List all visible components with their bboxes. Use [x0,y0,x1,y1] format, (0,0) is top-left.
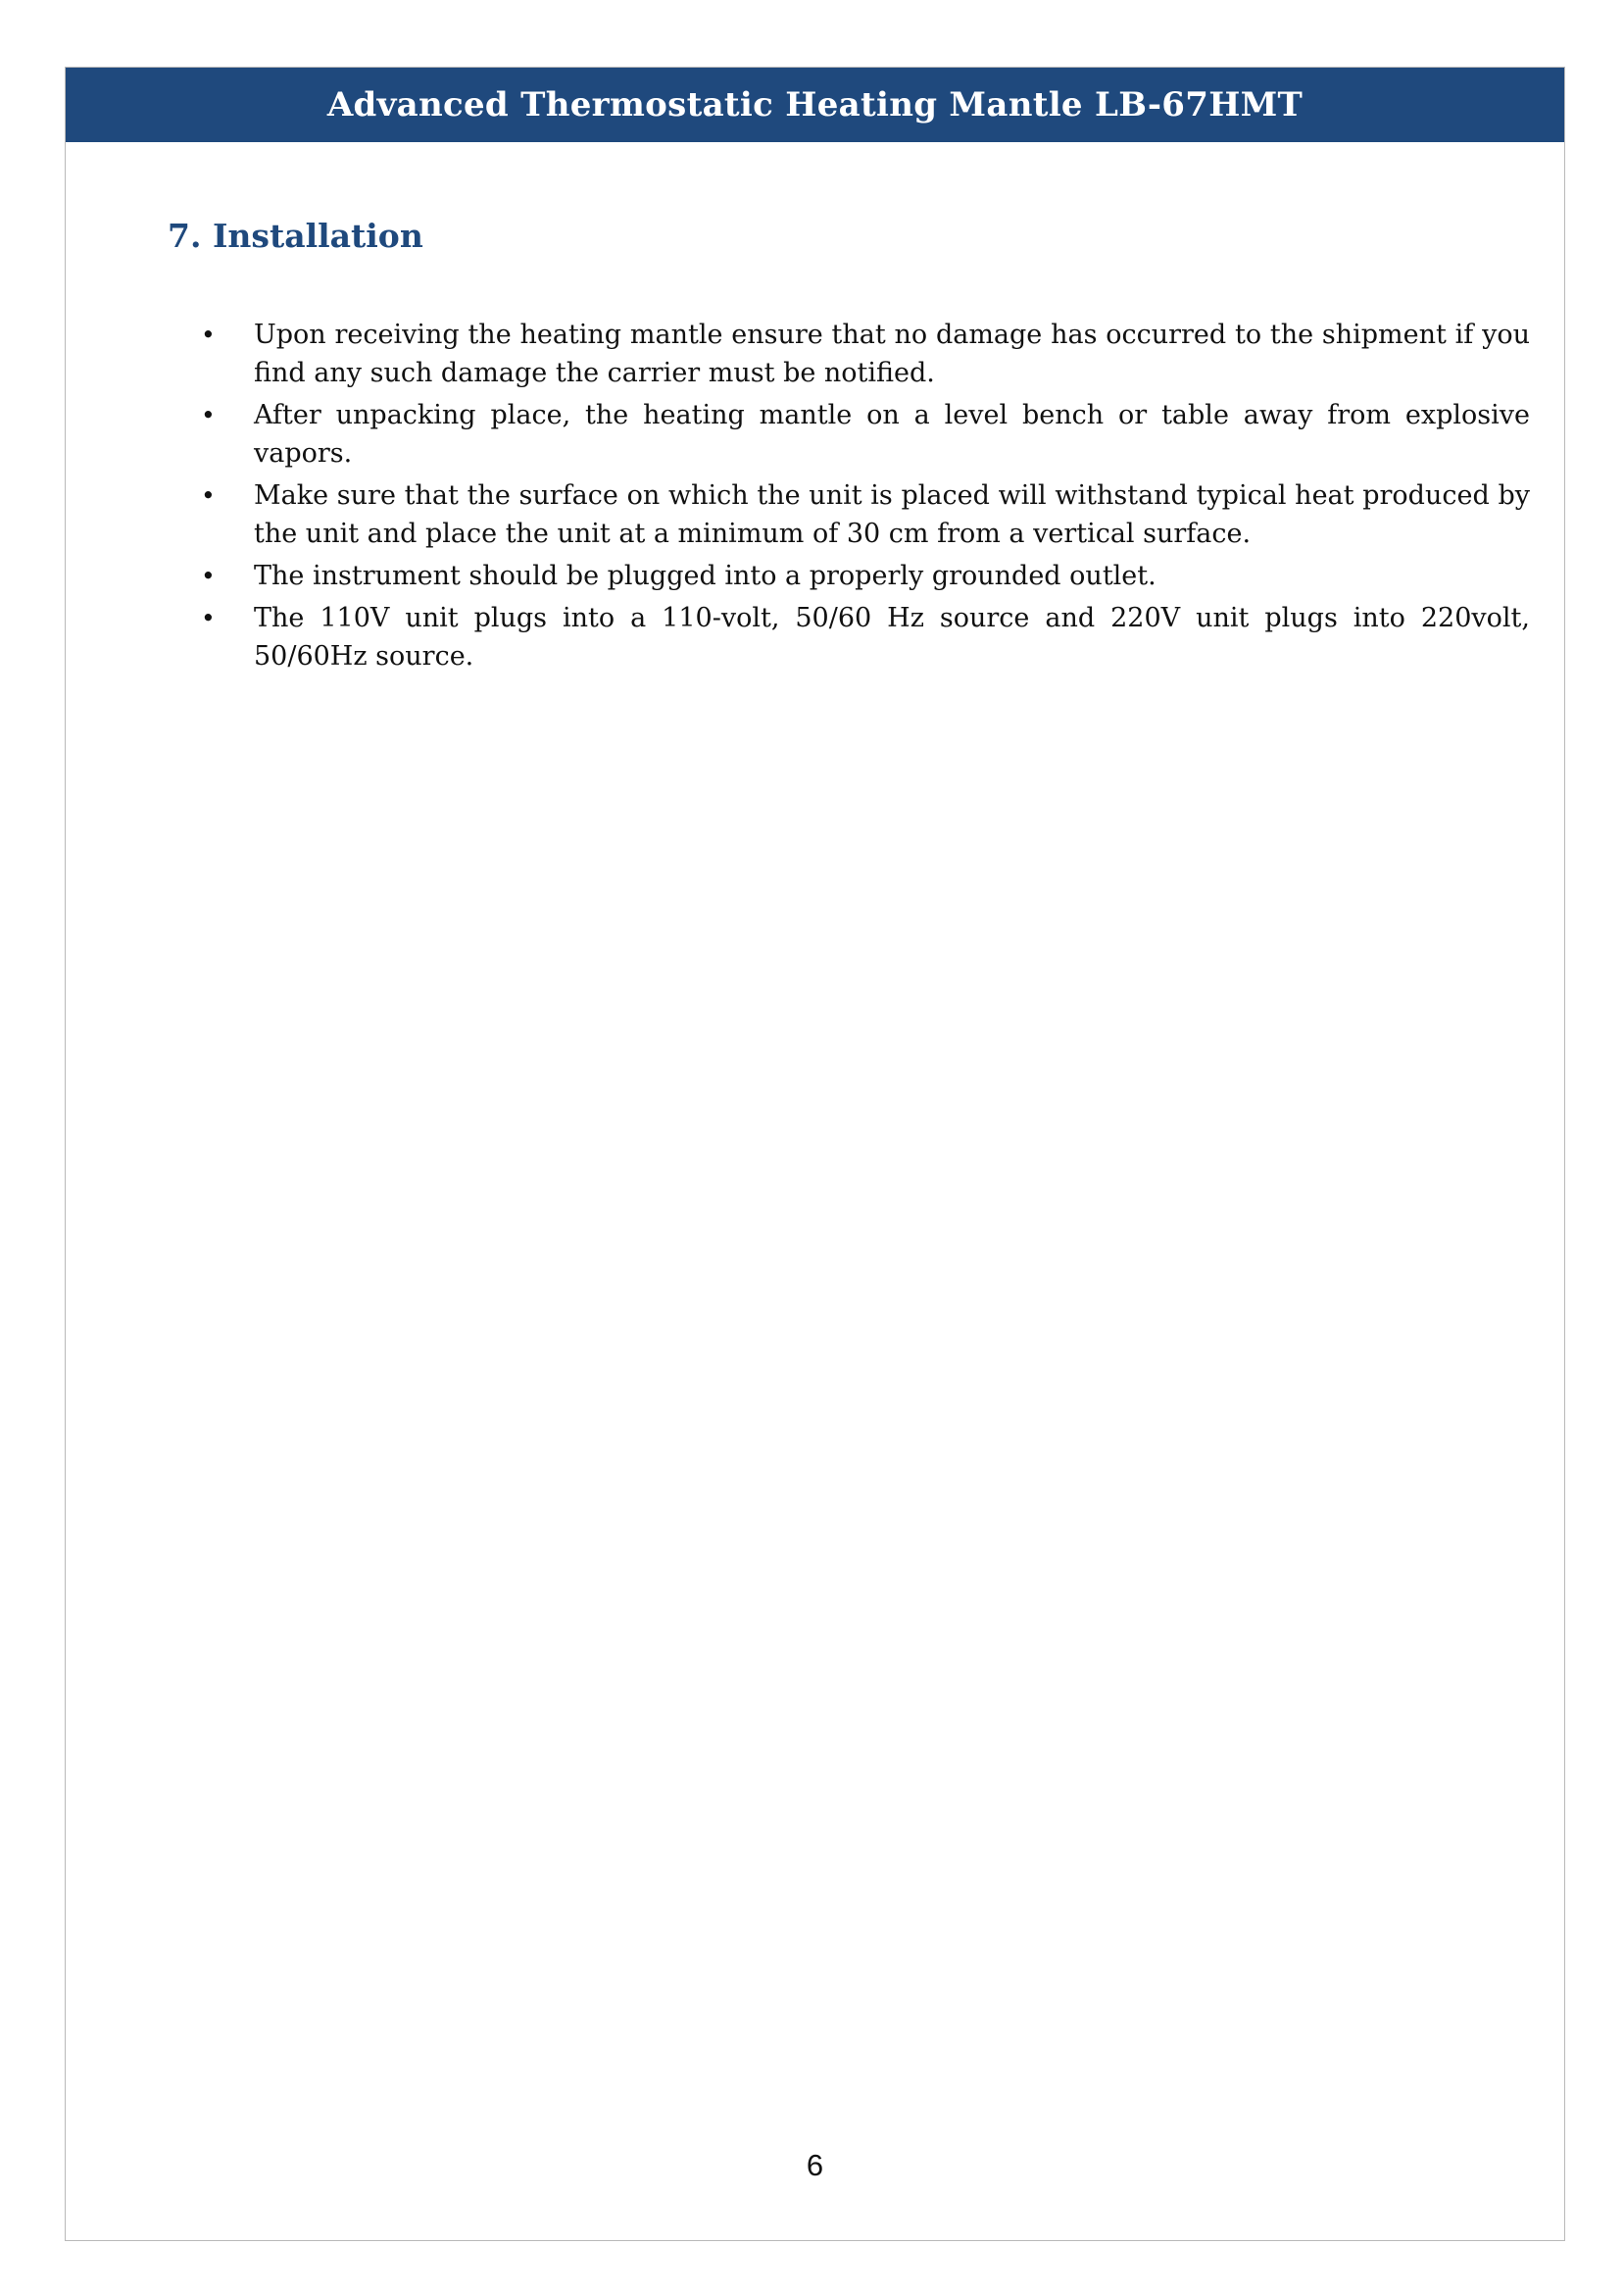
list-item [201,476,1530,553]
list-item-text: Make sure that the surface on which the unit is placed will withstand typical heat produced by the unit and place the unit at a minimum of 30 cm from a vertical surface. [254,480,1530,549]
list-item-text: The instrument should be plugged into a properly grounded outlet. [254,561,1156,591]
bullet-icon: • [201,481,216,510]
page-number: 6 [806,2148,824,2182]
list-item-text: Upon receiving the heating mantle ensure that no damage has occurred to the shipment if you find any such damage the carrier must be notified. [254,320,1530,388]
installation-list [201,316,1530,679]
section-heading: 7. Installation [168,217,423,255]
document-title: Advanced Thermostatic Heating Mantle LB-67HMT [326,85,1304,125]
bullet-icon: • [201,321,216,349]
list-item [201,599,1530,675]
list-item [201,557,1530,595]
bullet-icon: • [201,562,216,590]
list-item [201,396,1530,473]
bullet-icon: • [201,401,216,429]
list-item-text: The 110V unit plugs into a 110-volt, 50/60 Hz source and 220V unit plugs into 220volt, 50/60Hz source. [254,603,1530,672]
list-item [201,316,1530,392]
bullet-icon: • [201,604,216,632]
header-bar [66,68,1564,142]
page-frame [65,67,1565,2241]
list-item-text: After unpacking place, the heating mantle on a level bench or table away from explosive vapors. [254,400,1530,469]
